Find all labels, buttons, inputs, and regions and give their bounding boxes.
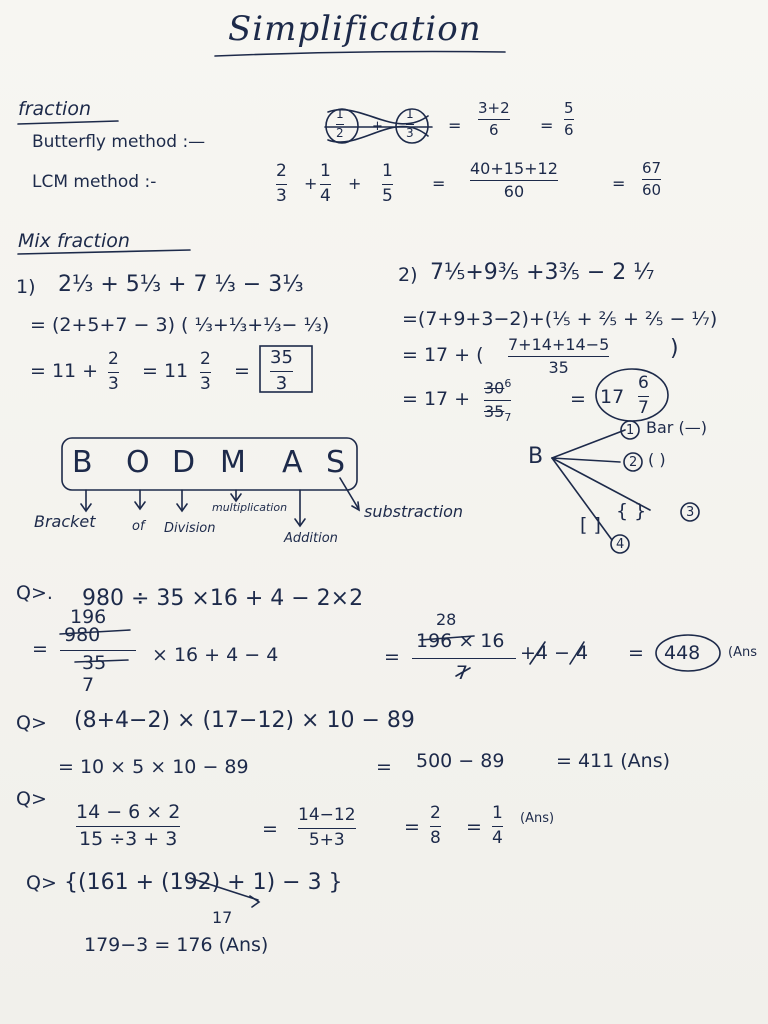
denominator: 60 xyxy=(642,181,662,200)
q3-answer-tag: (Ans) xyxy=(520,811,555,826)
mix-ex2-line4a: = 17 + xyxy=(402,388,471,410)
fraction-bar xyxy=(108,372,119,373)
numerator: 35 xyxy=(270,347,293,368)
bodmas-letter-b: B xyxy=(72,445,93,480)
q3-answer xyxy=(492,804,503,848)
lcm-method-label: LCM method :- xyxy=(32,172,157,192)
fraction-bar xyxy=(638,396,649,397)
fraction-bar xyxy=(406,124,414,125)
numerator: 14 − 6 × 2 xyxy=(76,801,181,823)
lcm-fraction-c xyxy=(382,162,393,206)
bodmas-letter-s: S xyxy=(326,445,346,480)
mix-ex1-frac-a xyxy=(108,350,119,394)
fraction-bar xyxy=(564,119,574,120)
numerator: 2 xyxy=(276,161,287,181)
q1-answer: 448 xyxy=(664,642,701,664)
lcm-plus-1: + xyxy=(304,174,318,193)
numerator: 5 xyxy=(564,99,574,117)
numerator: 14−12 xyxy=(298,805,356,825)
numerator: 1 xyxy=(320,161,331,181)
denominator: 6 xyxy=(489,121,499,140)
q1-result-den: 7 xyxy=(456,662,469,684)
mix-ex1-line3c: = xyxy=(234,360,250,382)
tree-branch-2-label: ( ) xyxy=(648,450,666,469)
fraction-bar xyxy=(336,124,344,125)
q4-prefix: Q> xyxy=(26,872,57,894)
mix-ex2-line1: 7⅕+9⅗ +3⅗ − 2 ⅐ xyxy=(430,260,655,285)
butterfly-result-2 xyxy=(564,100,574,140)
tree-branch-3-number: 3 xyxy=(686,505,695,520)
mix-ex2-answer-whole: 17 xyxy=(600,386,625,408)
butterfly-fraction-a xyxy=(336,108,344,141)
q4-result: 179−3 = 176 (Ans) xyxy=(84,934,269,956)
butterfly-method-label: Butterfly method :— xyxy=(32,132,206,152)
q3-eq2: = xyxy=(404,816,420,838)
tree-branch-4-label: [ ] xyxy=(580,514,601,536)
tree-branch-2-number: 2 xyxy=(629,455,638,470)
fraction-bar xyxy=(430,826,441,827)
lcm-result-1 xyxy=(470,160,558,202)
numerator: 2 xyxy=(200,349,211,369)
bodmas-label-of: of xyxy=(132,519,145,534)
denominator: 35 xyxy=(548,358,569,378)
mix-fraction-heading: Mix fraction xyxy=(18,230,130,252)
butterfly-fraction-b xyxy=(406,108,414,141)
q1-eq2: = xyxy=(384,646,400,668)
tree-branch-1-number: 1 xyxy=(626,423,635,438)
q4-expression: {(161 + (192) + 1) − 3 } xyxy=(64,870,343,895)
fraction-bar xyxy=(276,184,287,185)
fraction-bar xyxy=(200,372,211,373)
bodmas-label-substraction: substraction xyxy=(364,502,464,521)
q3-eq1: = xyxy=(262,818,278,840)
q3-eq3: = xyxy=(466,816,482,838)
butterfly-eq1: = xyxy=(448,116,462,135)
q3-step xyxy=(298,806,356,850)
denominator: 8 xyxy=(430,827,441,848)
denominator: 5 xyxy=(382,185,393,206)
fraction-bar xyxy=(492,826,503,827)
lcm-fraction-a xyxy=(276,162,287,206)
denominator: 2 xyxy=(336,125,344,140)
denominator: 15 ÷3 + 3 xyxy=(79,827,178,850)
fraction-heading: fraction xyxy=(18,98,91,120)
bodmas-letter-m: M xyxy=(220,445,246,480)
tree-branch-1-label: Bar (—) xyxy=(646,418,707,437)
q2-step1: = 10 × 5 × 10 − 89 xyxy=(58,756,249,778)
q1-step-den: 35 xyxy=(82,652,107,674)
q2-prefix: Q> xyxy=(16,712,47,734)
mix-ex2-line3a: = 17 + ( xyxy=(402,344,484,366)
denominator: 6 xyxy=(564,121,574,140)
q1-result-rest: +4 − 4 xyxy=(520,642,589,664)
butterfly-result-1 xyxy=(478,100,510,140)
numerator: 3+2 xyxy=(478,99,510,117)
numerator xyxy=(484,378,511,398)
fraction-bar xyxy=(484,400,511,401)
denominator: 60 xyxy=(503,182,525,202)
lcm-plus-2: + xyxy=(348,174,362,193)
mix-ex2-line3b: ) xyxy=(670,336,679,361)
butterfly-eq2: = xyxy=(540,116,554,135)
butterfly-plus: + xyxy=(372,119,383,134)
mix-ex2-number: 2) xyxy=(398,264,418,286)
denominator: 4 xyxy=(320,185,331,206)
q1-step-den-sub: 7 xyxy=(82,674,95,696)
fraction-bar xyxy=(320,184,331,185)
q2-answer: = 411 (Ans) xyxy=(556,750,671,772)
fraction-bar xyxy=(470,180,558,181)
bodmas-label-multiplication: multiplication xyxy=(212,501,288,514)
numerator: 1 xyxy=(336,107,344,121)
reduced-numerator: 6 xyxy=(504,377,512,390)
q2-eq2: = xyxy=(376,756,392,778)
numerator: 7+14+14−5 xyxy=(508,335,610,354)
q1-step-num: 980 xyxy=(64,624,101,646)
mix-ex1-line3a: = 11 + xyxy=(30,360,99,382)
tree-root: B xyxy=(528,444,544,469)
bodmas-label-bracket: Bracket xyxy=(34,512,96,531)
q2-expression: (8+4−2) × (17−12) × 10 − 89 xyxy=(74,708,415,733)
q1-expression: 980 ÷ 35 ×16 + 4 − 2×2 xyxy=(82,586,364,611)
tree-branch-4-number: 4 xyxy=(616,537,625,552)
fraction-bar xyxy=(642,179,661,180)
mix-ex1-number: 1) xyxy=(16,276,36,298)
numerator: 1 xyxy=(492,803,503,823)
q1-prefix: Q>. xyxy=(16,582,53,604)
fraction-bar xyxy=(76,826,180,827)
fraction-bar xyxy=(382,184,393,185)
q1-eq3: = xyxy=(628,642,644,664)
numerator: 2 xyxy=(430,803,441,823)
fraction-bar xyxy=(298,828,356,829)
mix-ex1-line2: = (2+5+7 − 3) ( ⅓+⅓+⅓− ⅓) xyxy=(30,314,330,336)
bodmas-label-division: Division xyxy=(164,521,216,536)
mix-ex1-frac-b xyxy=(200,350,211,394)
q1-result-bar xyxy=(412,658,516,659)
denominator: 3 xyxy=(275,372,288,394)
numerator: 67 xyxy=(642,159,662,177)
fraction-bar xyxy=(508,356,609,357)
page-title: Simplification xyxy=(228,9,482,49)
q2-step2: 500 − 89 xyxy=(416,750,505,772)
reduced-denominator: 7 xyxy=(504,410,512,424)
mix-ex2-line2: =(7+9+3−2)+(⅕ + ⅖ + ⅖ − ⅐) xyxy=(402,308,718,330)
bodmas-label-addition: Addition xyxy=(284,531,338,546)
numerator: 1 xyxy=(406,107,414,121)
denominator: 3 xyxy=(108,373,119,394)
q1-step-num-top: 196 xyxy=(70,606,107,628)
lcm-eq2: = xyxy=(612,174,626,193)
mix-ex2-line4b: = xyxy=(570,388,586,410)
q4-note: 17 xyxy=(212,908,233,927)
numerator: 2 xyxy=(108,349,119,369)
mix-ex2-line4-frac xyxy=(484,378,511,425)
q1-result-top: 28 xyxy=(436,610,457,629)
q3-expression xyxy=(76,802,180,851)
mix-ex2-line3-frac xyxy=(508,336,609,378)
mix-ex1-answer xyxy=(270,348,293,394)
bodmas-letter-a: A xyxy=(282,445,303,480)
q1-step-rest: × 16 + 4 − 4 xyxy=(152,644,279,666)
denominator: 3 xyxy=(276,185,287,206)
denominator: 3 xyxy=(200,373,211,394)
q1-step-bar xyxy=(60,650,136,651)
mix-ex1-line3b: = 11 xyxy=(142,360,189,382)
fraction-bar xyxy=(478,119,510,120)
denominator: 3 xyxy=(406,125,414,140)
denominator: 7 xyxy=(638,397,649,418)
numerator: 1 xyxy=(382,161,393,181)
lcm-fraction-b xyxy=(320,162,331,206)
numerator: 6 xyxy=(638,373,649,393)
q1-step-eq: = xyxy=(32,638,48,660)
q1-result-num: 196 × 16 xyxy=(416,630,505,652)
mix-ex2-answer-frac xyxy=(638,374,649,418)
lcm-result-2 xyxy=(642,160,661,200)
q3-step2 xyxy=(430,804,441,848)
numerator: 40+15+12 xyxy=(470,159,558,178)
bodmas-letter-d: D xyxy=(172,445,196,480)
struck-numerator: 30 xyxy=(484,378,505,398)
mix-ex1-line1: 2⅓ + 5⅓ + 7 ⅓ − 3⅓ xyxy=(58,272,304,297)
lcm-eq1: = xyxy=(432,174,446,193)
denominator: 5+3 xyxy=(308,829,345,850)
struck-denominator: 35 xyxy=(484,401,505,421)
bodmas-letter-o: O xyxy=(126,445,150,480)
q1-answer-tag: (Ans xyxy=(728,645,757,660)
q3-prefix: Q> xyxy=(16,788,47,810)
denominator xyxy=(484,403,511,425)
tree-branch-3-label: { } xyxy=(616,500,647,522)
fraction-bar xyxy=(270,371,293,372)
denominator: 4 xyxy=(492,827,503,848)
